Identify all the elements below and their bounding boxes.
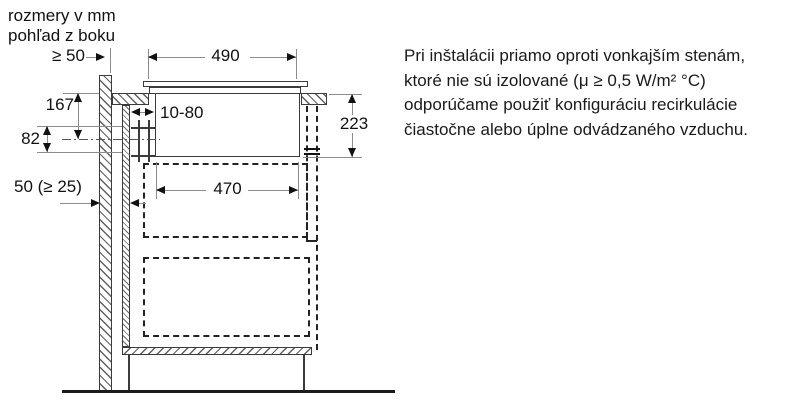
wall-section <box>99 75 112 392</box>
dim-223-ext-top <box>329 94 362 95</box>
duct-top <box>131 127 155 129</box>
dim-223-arrow-down <box>348 148 356 157</box>
dim-167-label: 167 <box>45 95 74 114</box>
dim-min-wall-distance-label: ≥ 50 <box>52 46 85 65</box>
dim-82-ext-bottom <box>37 152 122 153</box>
recirculation-box-upper <box>143 163 308 238</box>
dim-470-ext-right <box>298 162 299 199</box>
dim-10-80-arrow-left <box>131 108 140 116</box>
worktop-right <box>301 93 327 105</box>
dim-223-ext-bottom <box>303 157 362 158</box>
recirculation-box-lower <box>143 257 310 337</box>
view-label: pohľad z boku <box>8 26 116 45</box>
dim-82-arrow-up <box>43 126 51 135</box>
dim-490-arrow-left <box>148 53 157 61</box>
dim-470-label: 470 <box>213 179 242 198</box>
dim-min-wall-distance-ext <box>110 48 111 73</box>
dim-50-25-arrow-left <box>130 199 139 207</box>
duct-centerline <box>62 139 160 140</box>
dim-50-25-line-right <box>139 203 146 204</box>
floor-line <box>62 390 395 393</box>
dim-82-label: 82 <box>21 129 40 148</box>
dim-50-25-label: 50 (≥ 25) <box>14 177 82 196</box>
dashed-contour-outer <box>316 106 318 350</box>
dim-223-arrow-up <box>348 94 356 103</box>
dashed-contour-inner <box>306 106 308 240</box>
plinth-left <box>128 355 130 391</box>
note-line-4: čiastočne alebo úplne odvádzaného vzduchu. <box>404 119 749 139</box>
break-mark-bottom <box>304 153 320 155</box>
worktop-left <box>112 93 149 105</box>
dim-490-arrow-right <box>287 53 296 61</box>
dim-50-25-arrow-right <box>91 199 100 207</box>
dashed-contour-step <box>306 240 317 242</box>
dim-10-80-label: 10-80 <box>160 103 204 122</box>
dim-490-label: 490 <box>211 46 240 65</box>
note-line-2: ktoré nie sú izolované (μ ≥ 0,5 W/m² °C) <box>404 70 706 90</box>
rear-panel <box>122 105 130 347</box>
break-mark-top <box>304 148 320 150</box>
plinth-right <box>303 355 305 391</box>
note-line-3: odporúčame použiť konfiguráciu recirkulácie <box>404 95 738 114</box>
units-label: rozmery v mm <box>8 6 116 25</box>
dim-50-25-line-left <box>60 203 92 204</box>
dim-167-arrow-down <box>74 130 82 139</box>
dim-min-wall-distance-arrow <box>96 53 105 61</box>
dim-470-arrow-left <box>156 186 165 194</box>
dim-167-arrow-up <box>74 93 82 102</box>
dim-10-80-arrow-right <box>145 108 154 116</box>
cabinet-bottom-panel <box>122 347 312 355</box>
duct-bottom <box>131 155 155 157</box>
dim-470-arrow-right <box>289 186 298 194</box>
dim-490-ext-right <box>296 49 297 79</box>
note-line-1: Pri inštalácii priamo oproti vonkajším stenám, <box>404 46 746 65</box>
dim-82-arrow-down <box>43 143 51 152</box>
dim-223-label: 223 <box>339 114 369 133</box>
